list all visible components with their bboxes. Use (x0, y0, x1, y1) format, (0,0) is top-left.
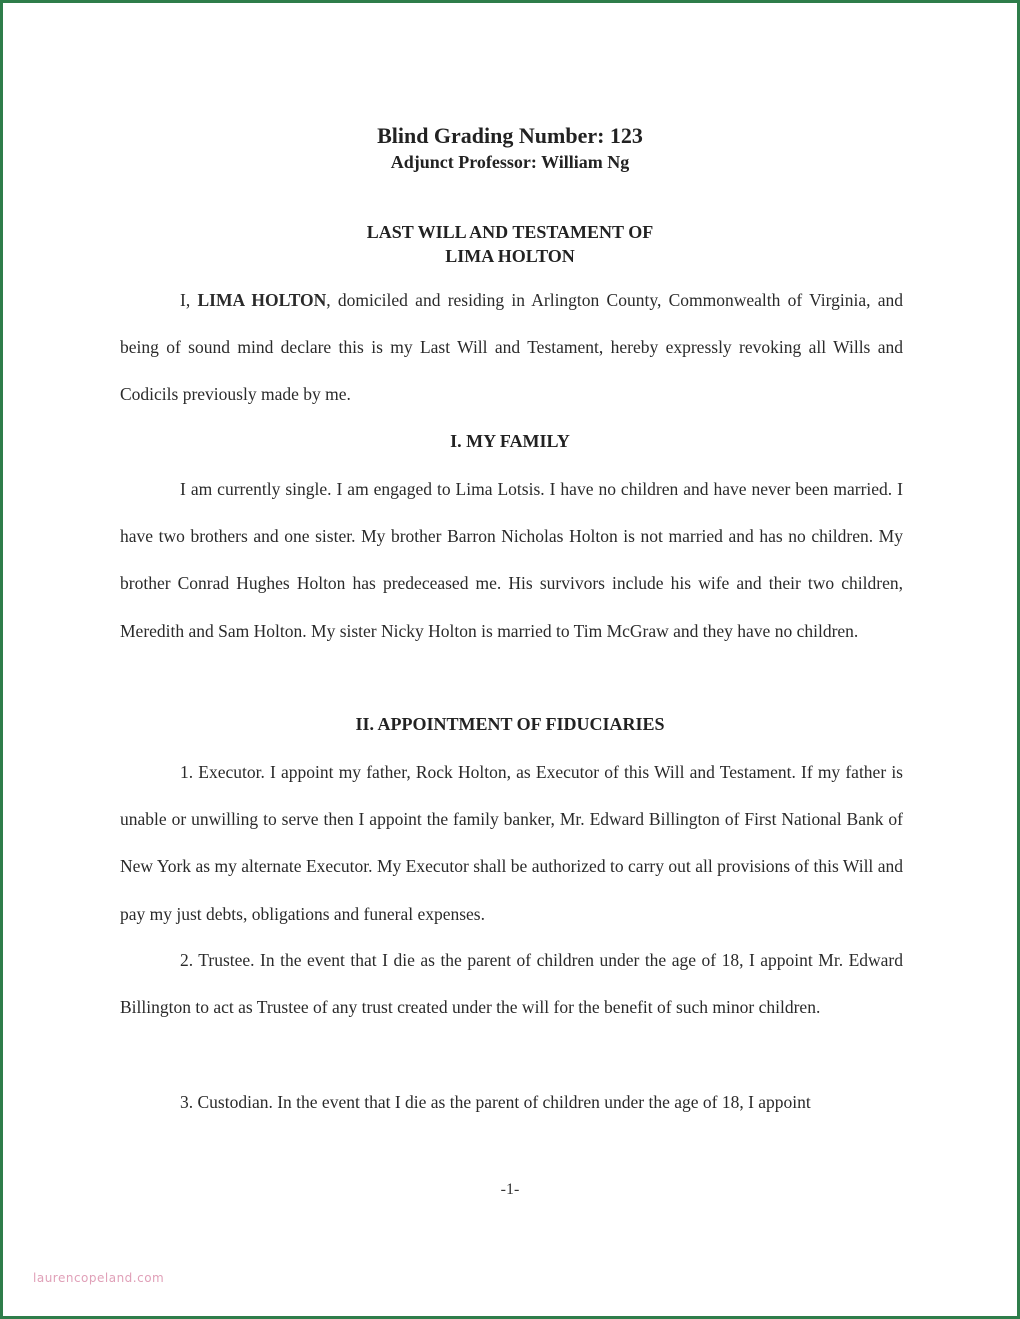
intro-paragraph (120, 277, 903, 419)
family-text: I am currently single. I am engaged to Lima Lotsis. I have no children and have never been married. I have two brothers and one sister. My brother Barron Nicholas Holton is not married and has no children. My brother Conrad Hughes Holton has predeceased me. His survivors include his wife and their two children, Meredith and Sam Holton. My sister Nicky Holton is married to Tim McGraw and they have no children. (120, 479, 903, 641)
adjunct-professor: Adjunct Professor: William Ng (390, 152, 630, 172)
intro-prefix: I, (180, 290, 198, 310)
section-heading-family: I. MY FAMILY (450, 431, 570, 451)
page-number: -1- (500, 1181, 520, 1198)
blind-grading-number: Blind Grading Number: 123 (377, 123, 643, 148)
testator-name: LIMA HOLTON (197, 290, 327, 310)
intro-text: , domiciled and residing in Arlington County, Commonwealth of Virginia, and being of sound mind declare this is my Last Will and Testament, hereby expressly revoking all Wills and Codicils previously made by me. (120, 290, 903, 405)
trustee-paragraph (120, 937, 903, 1031)
document-title-line1: LAST WILL AND TESTAMENT OF (366, 222, 654, 242)
executor-text: 1. Executor. I appoint my father, Rock Holton, as Executor of this Will and Testament. If my father is unable or unwilling to serve then I appoint the family banker, Mr. Edward Billington of First National Bank of New York as my alternate Executor. My Executor shall be authorized to carry out all provisions of this Will and pay my just debts, obligations and funeral expenses. (120, 762, 903, 924)
watermark: laurencopeland.com (33, 1271, 165, 1285)
page-frame (3, 3, 1017, 1316)
document-page (3, 3, 1017, 1316)
section-heading-fiduciaries: II. APPOINTMENT OF FIDUCIARIES (355, 714, 665, 734)
custodian-paragraph (120, 1079, 903, 1126)
family-paragraph (120, 466, 903, 655)
executor-paragraph (120, 749, 903, 938)
custodian-text: 3. Custodian. In the event that I die as the parent of children under the age of 18, I appoint (180, 1092, 811, 1112)
trustee-text: 2. Trustee. In the event that I die as the parent of children under the age of 18, I appoint Mr. Edward Billington to act as Trustee of any trust created under the will for the benefit of such minor children. (120, 950, 903, 1018)
document-title-line2: LIMA HOLTON (445, 246, 575, 266)
